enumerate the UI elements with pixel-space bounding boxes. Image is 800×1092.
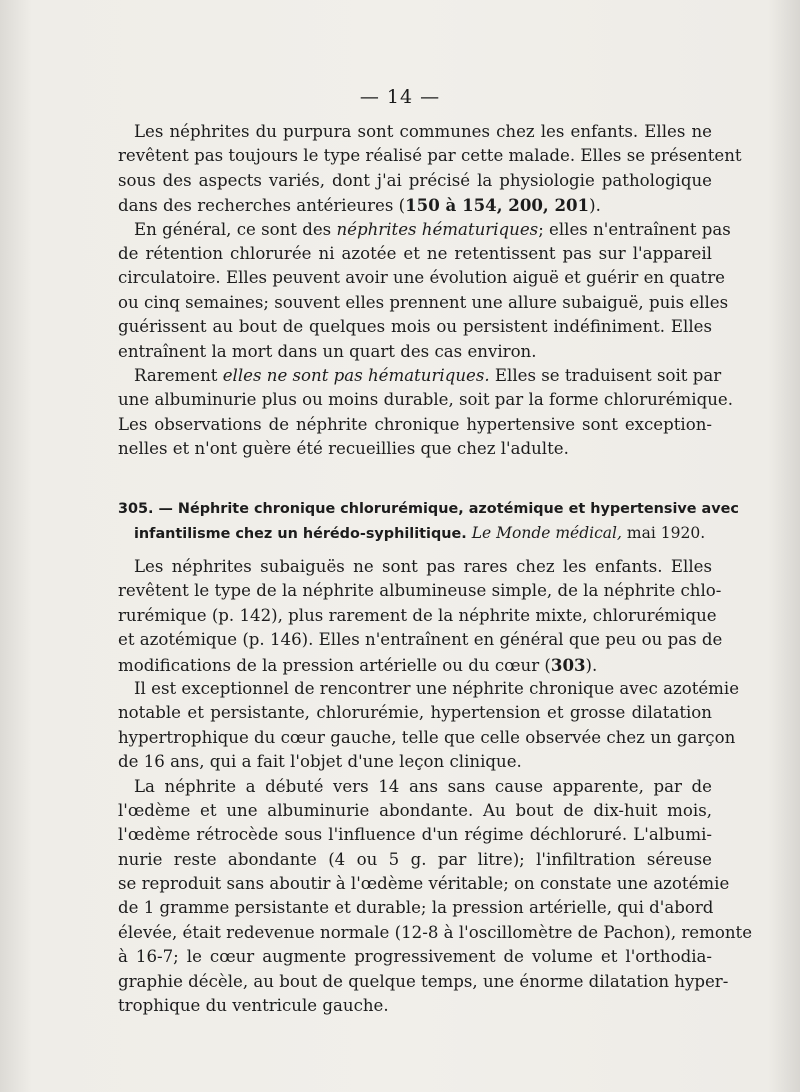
text-line: à 16-7; le cœur augmente progressivement de volume et l'orthodia-	[118, 947, 712, 967]
journal-name: Le Monde médical,	[471, 524, 622, 543]
text-line: et azotémique (p. 146). Elles n'entraînent en général que peu ou pas de	[118, 630, 723, 650]
text-line: l'œdème rétrocède sous l'influence d'un régime déchloruré. L'albumi-	[118, 825, 712, 845]
text-line: entraînent la mort dans un quart des cas environ.	[118, 341, 537, 361]
text-line: trophique du ventricule gauche.	[118, 996, 389, 1016]
text-line: l'œdème et une albuminurie abondante. Au bout de dix-huit mois,	[118, 800, 712, 820]
text-line: En général, ce sont des néphrites hématuriques; elles n'entraînent pas	[134, 219, 731, 239]
text-line: modifications de la pression artérielle ou du cœur (303).	[118, 654, 598, 675]
text-line: une albuminurie plus ou moins durable, soit par la forme chlorurémique.	[118, 390, 733, 410]
text-line: de rétention chlorurée ni azotée et ne retentissent pas sur l'appareil	[118, 243, 712, 263]
text-line: notable et persistante, chlorurémie, hypertension et grosse dilatation	[118, 703, 712, 723]
text-line: Les néphrites du purpura sont communes chez les enfants. Elles ne	[134, 122, 712, 141]
italic-phrase: elles ne sont pas hématuriques.	[222, 365, 490, 385]
text-line: rurémique (p. 142), plus rarement de la néphrite mixte, chlorurémique	[118, 605, 717, 625]
reference-title-line: 305. — Néphrite chronique chlorurémique, azotémique et hypertensive avec	[118, 501, 739, 517]
publication-date: mai 1920.	[626, 524, 706, 543]
text-line: guérissent au bout de quelques mois ou persistent indéfiniment. Elles	[118, 317, 712, 337]
italic-term: néphrites hématuriques	[336, 219, 539, 239]
text-line: Rarement elles ne sont pas hématuriques. Elles se traduisent soit par	[134, 365, 722, 385]
text-line: nelles et n'ont guère été recueillies que chez l'adulte.	[118, 439, 569, 459]
text-line: circulatoire. Elles peuvent avoir une évolution aiguë et guérir en quatre	[118, 268, 725, 288]
reference-number: 305.	[118, 501, 154, 517]
reference-number-303: 303	[550, 654, 586, 675]
text-line: se reproduit sans aboutir à l'œdème véritable; on constate une azotémie	[118, 874, 730, 894]
page-number: — 14 —	[359, 86, 441, 108]
text-line: La néphrite a débuté vers 14 ans sans cause apparente, par de	[134, 776, 712, 796]
reference-numbers: 150 à 154, 200, 201	[405, 195, 590, 216]
text-line: hypertrophique du cœur gauche, telle que celle observée chez un garçon	[118, 727, 736, 747]
text-line: revêtent pas toujours le type réalisé par cette malade. Elles se présentent	[118, 146, 742, 166]
text-line: nurie reste abondante (4 ou 5 g. par litre); l'infiltration séreuse	[118, 849, 712, 869]
text-line: élevée, était redevenue normale (12-8 à l'oscillomètre de Pachon), remonte	[118, 922, 753, 942]
text-line: ou cinq semaines; souvent elles prennent une allure subaiguë, puis elles	[118, 292, 729, 312]
text-line: de 16 ans, qui a fait l'objet d'une leçon clinique.	[118, 752, 522, 772]
text-line: sous des aspects variés, dont j'ai précisé la physiologie pathologique	[118, 170, 712, 190]
reference-title-line: infantilisme chez un hérédo-syphilitique. Le Monde médical, mai 1920.	[134, 524, 706, 543]
reference-heading	[118, 497, 739, 546]
paragraph-subacute	[118, 555, 753, 1018]
text-line: Les observations de néphrite chronique hypertensive sont exception-	[118, 414, 712, 434]
text-line: de 1 gramme persistante et durable; la pression artérielle, qui d'abord	[118, 898, 714, 918]
text-line: dans des recherches antérieures (150 à 154, 200, 201).	[118, 195, 601, 216]
text-line: graphie décèle, au bout de quelque temps, une énorme dilatation hyper-	[118, 971, 729, 991]
text-line: Les néphrites subaiguës ne sont pas rares chez les enfants. Elles	[134, 557, 712, 576]
paragraph-purpura	[118, 120, 742, 461]
text-line: Il est exceptionnel de rencontrer une néphrite chronique avec azotémie	[134, 678, 740, 698]
text-line: revêtent le type de la néphrite albumineuse simple, de la néphrite chlo-	[118, 581, 722, 601]
